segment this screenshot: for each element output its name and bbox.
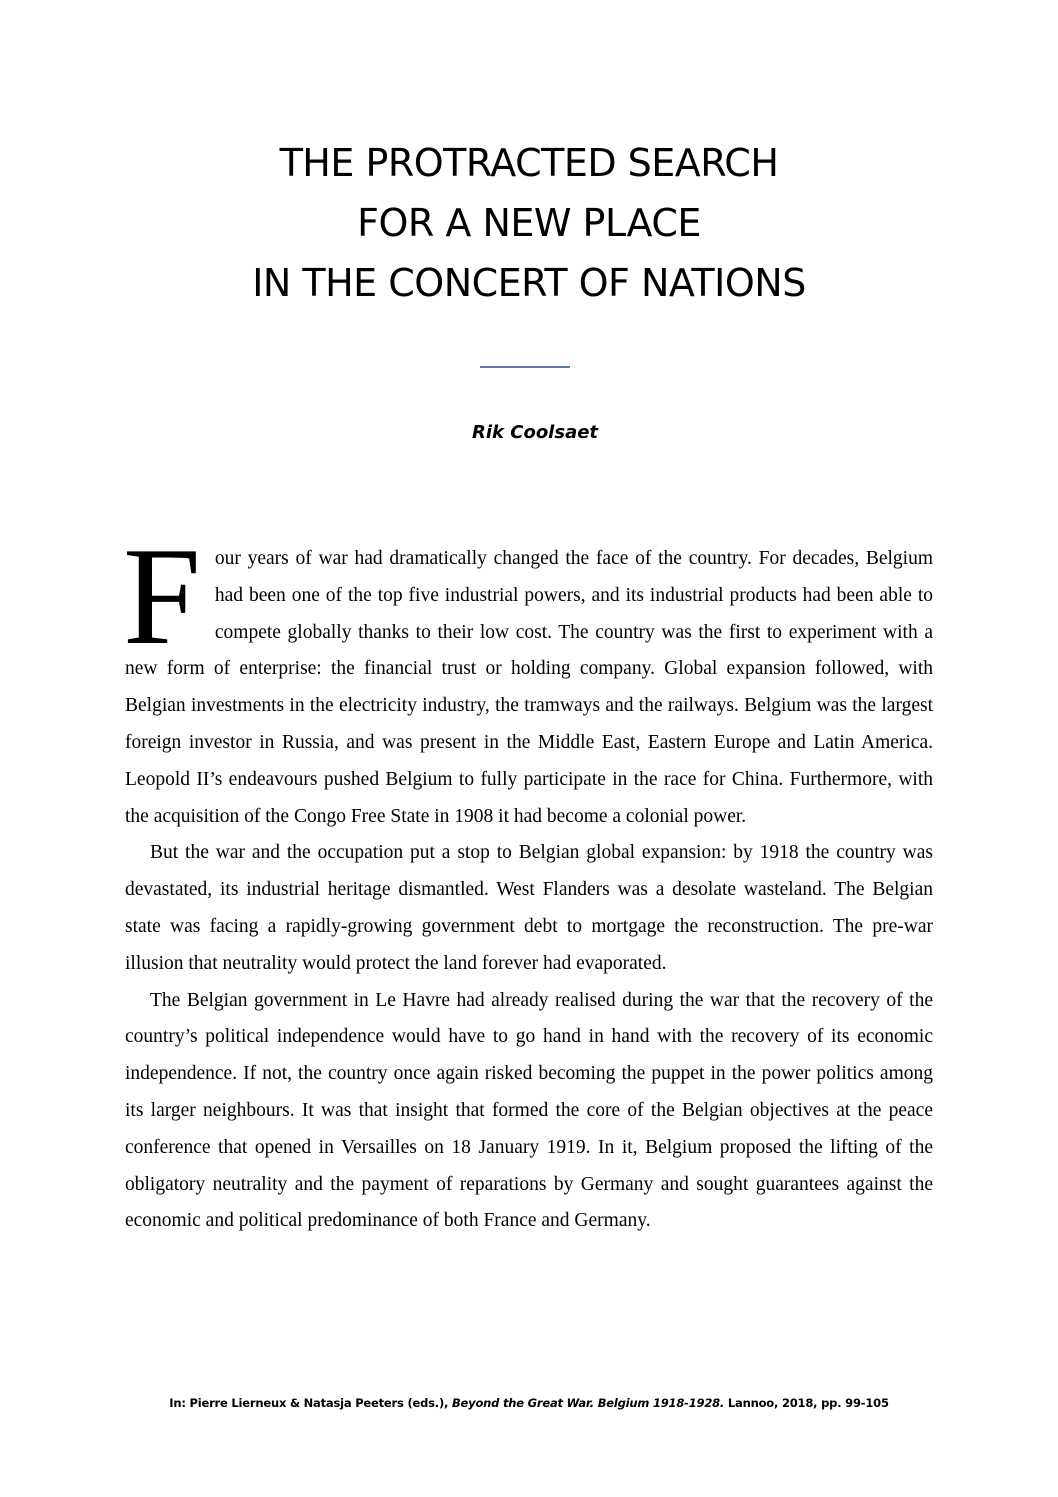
title-line-2: FOR A NEW PLACE <box>357 201 701 245</box>
citation-prefix: In: Pierre Lierneux & Natasja Peeters (eds.), <box>169 1396 452 1410</box>
paragraph-2: But the war and the occupation put a stop to Belgian global expansion: by 1918 the country was devastated, its industrial heritage dismantled. West Flanders was a desolate wasteland. The Belgian state was facing a rapidly-growing government debt to mortgage the reconstruction. The pre-war illusion that neutrality would protect the land forever had evaporated. <box>125 842 933 974</box>
title-divider <box>480 366 570 368</box>
citation-book-title: Beyond the Great War. Belgium 1918-1928. <box>451 1396 725 1410</box>
article-body <box>123 519 933 1240</box>
paragraph-3: The Belgian government in Le Havre had already realised during the war that the recovery of the country’s political independence would have to go hand in hand with the recovery of its economic independence. If not, the country once again risked becoming the puppet in the power politics among its larger neighbours. It was that insight that formed the core of the Belgian objectives at the peace conference that opened in Versailles on 18 January 1919. In it, Belgium proposed the lifting of the obligatory neutrality and the payment of reparations by Germany and sought guarantees against the economic and political predominance of both France and Germany. <box>125 989 933 1232</box>
article-title <box>0 133 1058 313</box>
citation-footer <box>0 1396 1058 1410</box>
paragraph-1-text: our years of war had dramatically changed the face of the country. For decades, Belgium had been one of the top five industrial powers, and its industrial products had been able to compete globally thanks to their low cost. The country was the first to experiment with a new form of enterprise: the financial trust or holding company. Global expansion followed, with Belgian investments in the electricity industry, the tramways and the railways. Belgium was the largest foreign investor in Russia, and was present in the Middle East, Eastern Europe and Latin America. Leopold II’s endeavours pushed Belgium to fully participate in the race for China. Furthermore, with the acquisition of the Congo Free State in 1908 it had become a colonial power. <box>125 548 933 827</box>
title-line-1: THE PROTRACTED SEARCH <box>279 141 779 185</box>
citation-suffix: Lannoo, 2018, pp. 99-105 <box>724 1396 889 1410</box>
author-name: Rik Coolsaet <box>471 422 599 443</box>
drop-cap: F <box>123 519 201 674</box>
paragraph-1 <box>123 519 933 835</box>
title-line-3: IN THE CONCERT OF NATIONS <box>252 261 806 305</box>
